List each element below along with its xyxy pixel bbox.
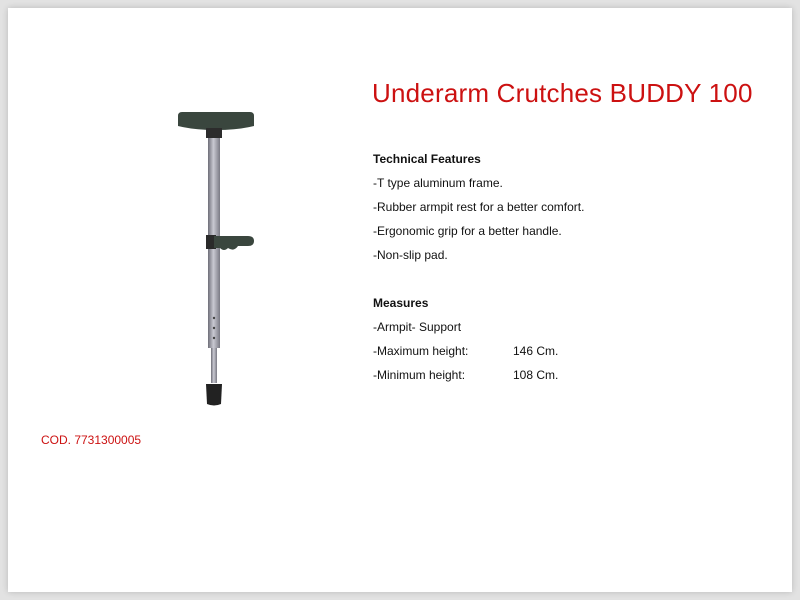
measure-label: -Minimum height: bbox=[373, 368, 466, 382]
measure-value: 108 Cm. bbox=[513, 368, 559, 382]
measure-label: -Maximum height: bbox=[373, 344, 469, 358]
feature-item: -Rubber armpit rest for a better comfort. bbox=[373, 200, 585, 214]
product-code: COD. 7731300005 bbox=[41, 433, 142, 447]
measure-label: -Armpit- Support bbox=[373, 320, 462, 334]
measures-heading: Measures bbox=[373, 296, 429, 310]
crutch-image bbox=[168, 108, 268, 408]
technical-features-heading: Technical Features bbox=[373, 152, 481, 166]
product-title: Underarm Crutches BUDDY 100 bbox=[372, 78, 753, 108]
page-sheet bbox=[8, 8, 792, 592]
feature-item: -Non-slip pad. bbox=[373, 248, 448, 262]
feature-item: -Ergonomic grip for a better handle. bbox=[373, 224, 562, 238]
measure-value: 146 Cm. bbox=[513, 344, 559, 358]
feature-item: -T type aluminum frame. bbox=[373, 176, 503, 190]
